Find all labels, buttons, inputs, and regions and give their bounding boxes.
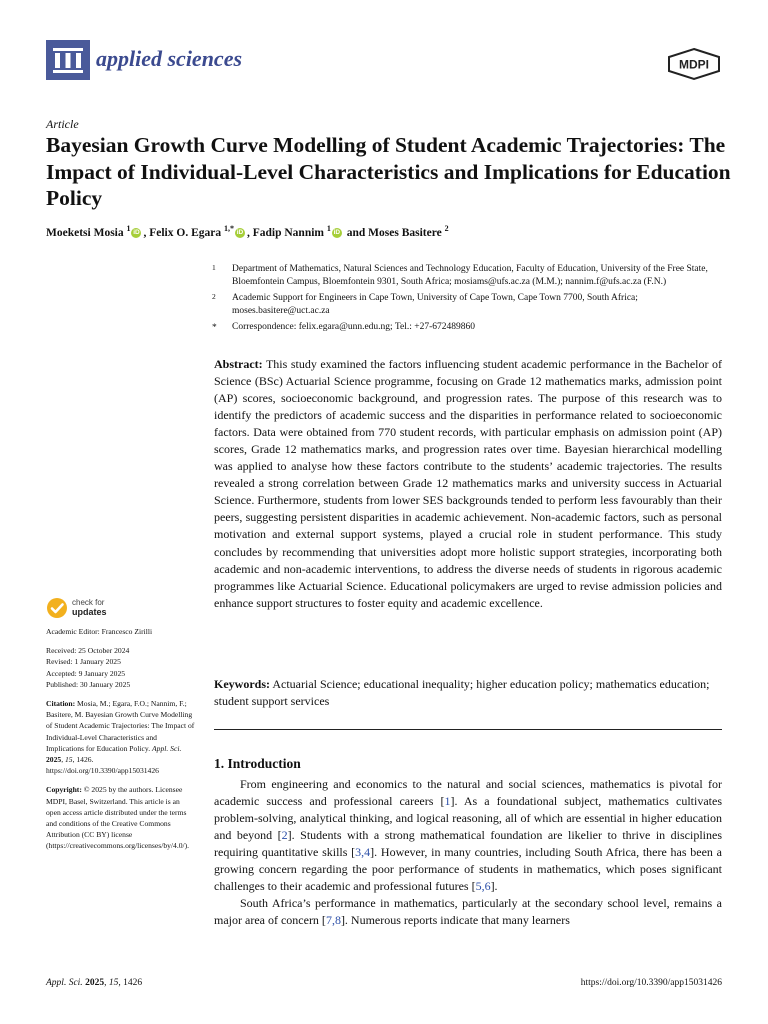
keywords-text: Actuarial Science; educational inequality; higher education policy; mathematics education; student support services xyxy=(214,677,710,709)
keywords xyxy=(214,676,722,710)
keywords-label: Keywords: xyxy=(214,677,270,691)
check-updates-icon xyxy=(46,597,68,619)
abstract-label: Abstract: xyxy=(214,357,263,371)
check-updates-line: updates xyxy=(72,606,107,617)
orcid-icon[interactable]: iD xyxy=(236,229,244,237)
author-affil-mark: 1 xyxy=(326,224,331,233)
mdpi-logo-icon xyxy=(666,47,722,81)
author-name: Fadip Nannim xyxy=(252,226,324,239)
citation-link[interactable]: 5,6 xyxy=(475,879,491,894)
citation-label: Citation: xyxy=(46,699,76,709)
author-affil-mark: 2 xyxy=(444,224,449,233)
footer-year: 2025 xyxy=(85,978,105,988)
citation-link[interactable]: 1 xyxy=(444,794,451,809)
journal-logo-icon xyxy=(46,40,90,80)
published-date: Published: 30 January 2025 xyxy=(46,679,131,689)
citation-journal: Appl. Sci. xyxy=(152,743,182,753)
footer-article-number: , 1426 xyxy=(118,978,143,988)
citation: Citation: Mosia, M.; Egara, F.O.; Nannim, F.; Basitere, M. Bayesian Growth Curve Modelling of Student Academic Trajectories: The Impact of Individual-Level Characteristics and Implications for Education Policy. Appl. Sci. 2025, 15, 1426. https://doi.org/10.3390/app15031426 xyxy=(46,699,195,776)
footer-citation: Appl. Sci. 2025, 15, 1426 xyxy=(46,978,143,988)
section-divider xyxy=(214,729,722,730)
introduction-body xyxy=(214,776,722,929)
article-sidebar xyxy=(46,596,196,860)
affiliation-mark: 2 xyxy=(212,292,216,301)
author-name: Felix O. Egara xyxy=(149,226,222,239)
accepted-date: Accepted: 9 January 2025 xyxy=(46,668,126,678)
citation-link[interactable]: 7,8 xyxy=(325,913,341,928)
paragraph xyxy=(214,895,722,929)
affiliation-mark: * xyxy=(212,323,217,333)
affiliation-text: Academic Support for Engineers in Cape Town, University of Cape Town, Cape Town 7700, South Africa; moses.basitere@uct.ac.za xyxy=(232,293,638,316)
orcid-icon[interactable]: iD xyxy=(333,229,341,237)
affiliation-text: Department of Mathematics, Natural Sciences and Technology Education, Faculty of Education, University of the Free State, Bloemfontein Campus, Bloemfontein 9301, South Africa; mosiams@ufs.ac.za (M.M.); nannim.f@ufs.ac.za (F.N.) xyxy=(232,264,708,287)
abstract-text: This study examined the factors influencing student academic performance in the Bachelor of Science (BSc) Actuarial Science programme, focusing on Grade 12 mathematics marks, admission point (AP) scores, socioeconomic background, and progression rates. The purpose of this research was to identify the predictors of academic success and the disparities in performance related to socioeconomic factors. Data were obtained from 770 student records, with particular emphasis on admission point (AP) scores, Grade 12 mathematics marks, and progression rates over time. Bayesian hierarchical modelling was applied to analyse how these factors contribute to the students’ academic trajectories. The results revealed a strong correlation between Grade 12 mathematics marks and university success in Actuarial Science. Furthermore, students from lower SES backgrounds tended to perform less favourably than their peers, suggesting persistent disparities in academic achievement. Non-academic factors, such as personal motivation and external support systems, played a crucial role in student performance. This study concludes by recommending that universities adopt more holistic support strategies, incorporating both academic and non-academic interventions, to address the diverse needs of students in rigorous academic programmes like Actuarial Science. Educational policymakers are urged to revise admission policies and enhance support structures to foster equity and academic excellence. xyxy=(214,357,722,610)
affiliation-item xyxy=(212,292,724,318)
copyright xyxy=(46,784,196,851)
affiliation-text: Correspondence: felix.egara@unn.edu.ng; Tel.: +27-672489860 xyxy=(232,322,476,332)
citation-doi[interactable]: , 1426. https://doi.org/10.3390/app15031426 xyxy=(46,755,159,776)
orcid-icon[interactable]: iD xyxy=(133,229,140,237)
author-name: Moses Basitere xyxy=(368,226,442,239)
author-affil-mark: 1 xyxy=(126,224,131,233)
affiliation-item xyxy=(212,263,724,289)
author-affil-mark: 1,* xyxy=(223,224,234,233)
paragraph-text: ]. As a foundational subject, mathematics cultivates problem-solving, analytical thinking, and logical reasoning, all of which are essential in higher education and beyond [ xyxy=(214,794,723,843)
citation-volume: 15 xyxy=(64,755,73,765)
paragraph-text: ]. xyxy=(490,879,498,894)
section-heading-introduction: 1. Introduction xyxy=(214,756,301,771)
author-separator: and xyxy=(343,226,369,239)
citation-text: Mosia, M.; Egara, F.O.; Nannim, F.; Basitere, M. Bayesian Growth Curve Modelling of Student Academic Trajectories: The Impact of Individual-Level Characteristics and Implications for Education Policy. xyxy=(46,699,195,753)
revised-date: Revised: 1 January 2025 xyxy=(46,657,121,667)
author-list xyxy=(46,224,736,239)
paragraph-text: South Africa’s performance in mathematics, particularly at the secondary school level, remains a major area of concern [ xyxy=(214,896,722,928)
citation-year: 2025 xyxy=(46,755,62,765)
publisher-name: MDPI xyxy=(679,57,709,72)
academic-editor: Academic Editor: Francesco Zirilli xyxy=(46,627,153,636)
paragraph xyxy=(214,776,722,895)
affiliation-item xyxy=(212,321,724,334)
author-separator: , xyxy=(143,226,150,239)
affiliations xyxy=(212,263,724,337)
check-for-updates-button[interactable] xyxy=(46,596,196,620)
check-updates-label xyxy=(72,599,107,617)
journal-name: applied sciences xyxy=(96,46,243,71)
author-name: Moeketsi Mosia xyxy=(46,226,124,239)
check-updates-line: check for xyxy=(72,598,105,607)
publication-dates xyxy=(46,645,196,690)
paragraph-text: From engineering and economics to the natural and social sciences, mathematics is pivotal for academic success and professional careers [ xyxy=(214,777,722,809)
citation-link[interactable]: 3,4 xyxy=(355,845,371,860)
footer-doi-link[interactable]: https://doi.org/10.3390/app15031426 xyxy=(580,978,722,988)
affiliation-mark: 1 xyxy=(212,263,216,272)
author-separator: , xyxy=(246,226,253,239)
paragraph-text: ]. Numerous reports indicate that many learners xyxy=(340,913,570,928)
copyright-label: Copyright: xyxy=(46,785,82,795)
footer-journal: Appl. Sci. xyxy=(46,978,83,988)
paragraph-text: ]. Students with a strong mathematical foundation are likelier to thrive in disciplines requiring quantitative skills [ xyxy=(214,828,722,860)
received-date: Received: 25 October 2024 xyxy=(46,646,130,656)
footer-volume: 15 xyxy=(108,978,119,988)
copyright-text: © 2025 by the authors. Licensee MDPI, Basel, Switzerland. This article is an open access article distributed under the terms and conditions of the Creative Commons Attribution (CC BY) license (https://creativecommons.org/licenses/by/4.0/). xyxy=(46,785,190,851)
paper-title: Bayesian Growth Curve Modelling of Student Academic Trajectories: The Impact of Individual-Level Characteristics and Implications for Education Policy xyxy=(46,133,731,210)
abstract xyxy=(214,356,722,612)
paragraph-text: ]. However, in many countries, including South Africa, there has been a growing concern regarding the poor performance of students in mathematics, which poses significant challenges to their academic and professional futures [ xyxy=(214,845,722,894)
article-type: Article xyxy=(46,117,79,131)
citation-link[interactable]: 2 xyxy=(281,828,288,843)
